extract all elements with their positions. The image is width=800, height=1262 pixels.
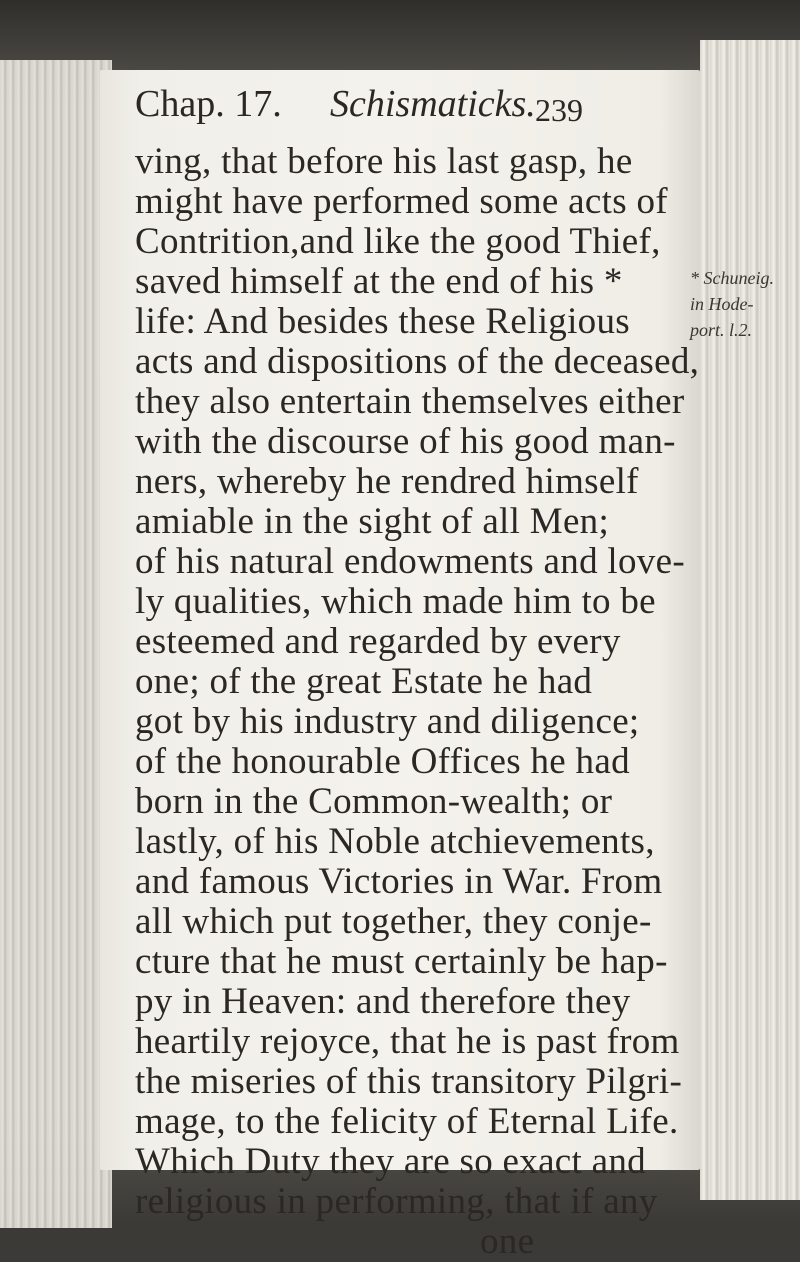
running-header <box>135 82 675 142</box>
running-title: Schismaticks. <box>330 83 536 125</box>
text-line: py in Heaven: and therefore they <box>135 981 631 1022</box>
text-line: and famous Victories in War. From <box>135 861 663 902</box>
text-line: life: And besides these Religious <box>135 301 630 342</box>
text-line: heartily rejoyce, that he is past from <box>135 1021 680 1062</box>
text-line: ving, that before his last gasp, he <box>135 141 633 182</box>
text-line: amiable in the sight of all Men; <box>135 501 610 542</box>
chapter-label: Chap. 17. <box>135 83 282 125</box>
text-line: Contrition,and like the good Thief, <box>135 221 661 262</box>
marginal-note-line: port. l.2. <box>690 320 753 340</box>
text-line: of the honourable Offices he had <box>135 741 630 782</box>
marginal-note-line: in Hode- <box>690 294 754 314</box>
text-line: Which Duty they are so exact and <box>135 1141 646 1182</box>
marginal-note-line: * Schuneig. <box>690 268 774 288</box>
text-line: ly qualities, which made him to be <box>135 581 656 622</box>
text-line: all which put together, they conje- <box>135 901 652 942</box>
text-line: one; of the great Estate he had <box>135 661 593 702</box>
text-line: with the discourse of his good man- <box>135 421 676 462</box>
text-line: got by his industry and diligence; <box>135 701 640 742</box>
text-line: might have performed some acts of <box>135 181 668 222</box>
text-line: lastly, of his Noble atchievements, <box>135 821 655 862</box>
text-line: esteemed and regarded by every <box>135 621 621 662</box>
text-line: saved himself at the end of his * <box>135 261 623 302</box>
text-line: cture that he must certainly be hap- <box>135 941 668 982</box>
page-number: 239 <box>535 92 583 128</box>
text-line: born in the Common-wealth; or <box>135 781 613 822</box>
text-line: they also entertain themselves either <box>135 381 685 422</box>
page-text <box>135 82 700 1262</box>
left-page-edges <box>0 60 112 1228</box>
text-line: religious in performing, that if any <box>135 1181 658 1222</box>
text-line: the miseries of this transitory Pilgri- <box>135 1061 683 1102</box>
text-line: mage, to the felicity of Eternal Life. <box>135 1101 679 1142</box>
text-line: ners, whereby he rendred himself <box>135 461 639 502</box>
text-line: of his natural endowments and love- <box>135 541 685 582</box>
right-page-edges <box>700 40 800 1200</box>
catchword: one <box>480 1221 535 1262</box>
text-line: acts and dispositions of the deceased, <box>135 341 700 382</box>
